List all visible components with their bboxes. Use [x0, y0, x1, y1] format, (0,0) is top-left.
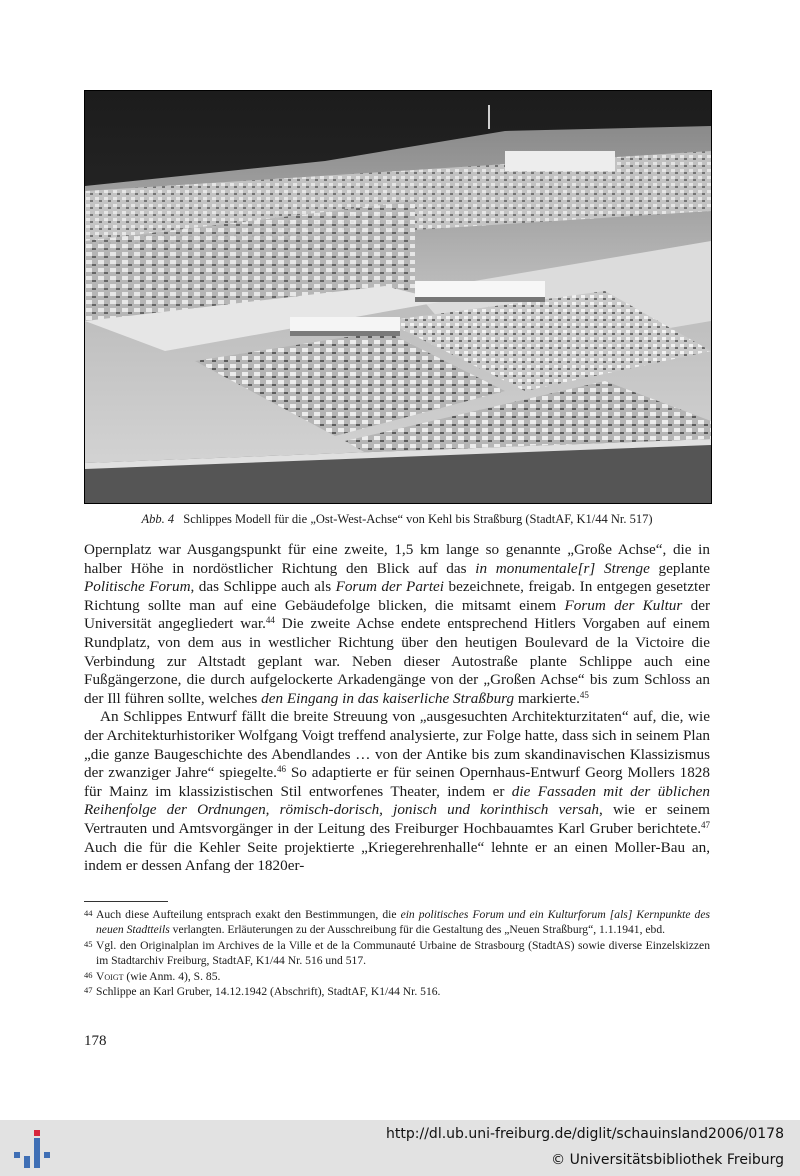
text-run: Voigt [96, 969, 124, 983]
footnote-45 [84, 938, 710, 969]
figure-caption [84, 512, 710, 527]
italic-quote: den Eingang in das kaiserliche Straßburg [261, 689, 515, 707]
page-number: 178 [84, 1033, 107, 1049]
model-photograph [84, 90, 712, 504]
italic-quote: in monumentale[r] Strenge [475, 559, 650, 577]
ub-freiburg-logo-icon [12, 1130, 52, 1168]
text-run: Die zweite Achse endete entsprechend Hitlers Vorgaben auf einem Rundplatz, von dem aus in westlicher Richtung über den heutigen Boulevard de la Victoire die Verbindung zur Altstadt geplant war. Neben dieser Autostraße plante Schlippe auch eine Fußgängerzone, die durch aufgelockerte Arkadengänge von der „Großen Achse“ bis zum Schloss an der Ill führen sollte, welches [84, 615, 710, 707]
italic-quote: Politische Forum [84, 578, 191, 596]
text-run: An Schlippes Entwurf fällt die breite Streuung von „ausgesuchten Architekturzitaten“ auf, die, wie der Architekturhistoriker Wolfgang Voigt treffend analysierte, zur Folge hatte, dass sich in seinem Plan „die ganze Baugeschichte des Abendlandes … von der Antike bis zum skandinavischen Klassizismus der zwanziger Jahre“ spiegelte. [84, 708, 710, 782]
italic-quote: ein politisches Forum und ein Kulturforum [als] Kernpunkte des neuen Stadtteils [96, 908, 711, 937]
footer-url-link[interactable]: http://dl.ub.uni-freiburg.de/diglit/schauinsland2006/0178 [386, 1126, 784, 1142]
footer-bar [0, 1120, 800, 1176]
italic-quote: die Fassaden mit der üblichen Reihenfolge der Ordnungen, römisch-dorisch, jonisch und korinthisch versah [84, 782, 710, 819]
footnote-number: 44 [84, 908, 93, 918]
text-run: Auch die für die Kehler Seite projektierte „Kriegerehrenhalle“ lehnte er an einen Moller-Bau an, indem er dessen Anfang der 1820er- [84, 838, 710, 875]
footnote-46 [84, 969, 710, 984]
city-model-photo [85, 91, 711, 503]
text-run: Schlippe an Karl Gruber, 14.12.1942 (Abschrift), StadtAF, K1/44 Nr. 516. [96, 985, 441, 999]
text-run: markierte. [514, 689, 580, 707]
text-run: Vgl. den Originalplan im Archives de la Ville et de la Communauté Urbaine de Strasbourg (StadtAS) sowie diverse Einzelskizzen im Stadtarchiv Freiburg, StadtAF, K1/44 Nr. 516 und 517. [96, 938, 710, 968]
text-run: Auch diese Aufteilung entsprach exakt den Bestimmungen, die [96, 908, 401, 921]
italic-quote: Forum der Partei [335, 578, 445, 596]
footnote-reference: 47 [701, 819, 710, 830]
text-run: bezeichnete, freigab. In entgegen gesetzter Richtung sollte man auf eine Gebäudefolge blicken, die mitsamt einem [84, 578, 711, 614]
text-run: Opernplatz war Ausgangspunkt für eine zweite, 1,5 km lange so genannte „Große Achse“, die in halber Höhe in nordöstlicher Richtung den Blick auf das [84, 541, 710, 577]
figure-label: Abb. 4 [141, 512, 175, 526]
footnote-number: 47 [84, 985, 93, 996]
footnote-47 [84, 984, 710, 999]
footnote-44 [84, 907, 710, 938]
footnote-reference: 45 [579, 689, 589, 700]
text-run: geplante [649, 559, 711, 577]
text-run: , das Schlippe auch als [190, 578, 336, 596]
figure-caption-text: Schlippes Modell für die „Ost-West-Achse“ von Kehl bis Straßburg (StadtAF, K1/44 Nr. 517) [183, 512, 653, 526]
text-run: der Universität angegliedert war. [84, 596, 710, 633]
body-text [84, 541, 710, 876]
footnote-reference: 44 [265, 615, 275, 626]
footnote-reference: 46 [276, 764, 286, 775]
paragraph-2 [84, 708, 710, 875]
text-run: , wie er seinem Vertrauten und Amtsvorgänger in der Leitung des Freiburger Hochbauamtes Karl Gruber berichtete. [84, 801, 711, 837]
paragraph-1 [84, 541, 710, 708]
footnote-number: 46 [84, 969, 93, 980]
footnote-number: 45 [84, 938, 93, 949]
text-run: So adaptierte er für seinen Opernhaus-Entwurf Georg Mollers 1828 für Mainz im klassizistischen Stil entworfenes Theater, indem er [84, 764, 710, 800]
text-run: (wie Anm. 4), S. 85. [123, 969, 221, 983]
text-run: verlangten. Erläuterungen zu der Ausschreibung für die Gestaltung des „Neuen Straßburg“, 1.1.1941, ebd. [169, 923, 666, 937]
footer-copyright: © Universitätsbibliothek Freiburg [551, 1152, 784, 1168]
italic-quote: Forum der Kultur [564, 596, 683, 614]
footnotes [84, 907, 710, 999]
footnote-divider [84, 901, 168, 902]
